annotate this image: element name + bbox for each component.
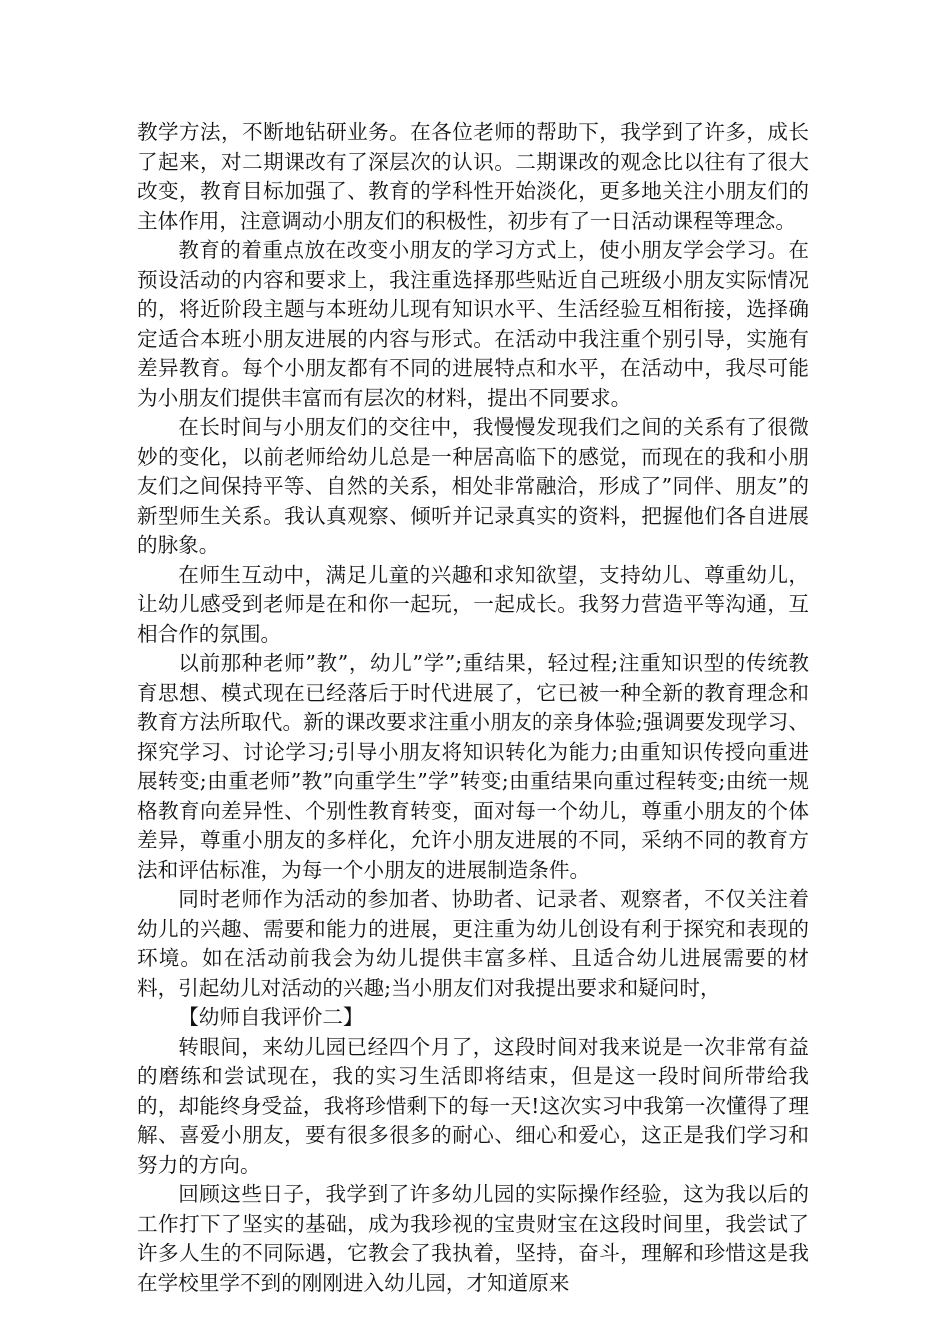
paragraph: 教育的着重点放在改变小朋友的学习方式上，使小朋友学会学习。在预设活动的内容和要求上，我注重选择那些贴近自己班级小朋友实际情况的，将近阶段主题与本班幼儿现有知识水平、生活经验互相衔接，选择确定适合本班小朋友进展的内容与形式。在活动中我注重个别引导，实施有差异教育。每个小朋友都有不同的进展特点和水平，在活动中，我尽可能为小朋友们提供丰富而有层次的材料，提出不同要求。 [137,238,809,410]
paragraph: 在师生互动中，满足儿童的兴趣和求知欲望，支持幼儿、尊重幼儿，让幼儿感受到老师是在和你一起玩，一起成长。我努力营造平等沟通，互相合作的氛围。 [137,562,809,646]
section-heading: 【幼师自我评价二】 [178,1005,364,1029]
paragraph: 同时老师作为活动的参加者、协助者、记录者、观察者，不仅关注着幼儿的兴趣、需要和能力的进展，更注重为幼儿创设有利于探究和表现的环境。如在活动前我会为幼儿提供丰富多样、且适合幼儿进展需要的材料，引起幼儿对活动的兴趣;当小朋友们对我提出要求和疑问时， [137,887,809,1000]
paragraph: 以前那种老师”教”，幼儿”学”;重结果，轻过程;注重知识型的传统教育思想、模式现在已经落后于时代进展了，它已被一种全新的教育理念和教育方法所取代。新的课改要求注重小朋友的亲身体验;强调要发现学习、探究学习、讨论学习;引导小朋友将知识转化为能力;由重知识传授向重进展转变;由重老师”教”向重学生”学”转变;由重结果向重过程转变;由统一规格教育向差异性、个别性教育转变，面对每一个幼儿，尊重小朋友的个体差异，尊重小朋友的多样化，允许小朋友进展的不同，采纳不同的教育方法和评估标准，为每一个小朋友的进展制造条件。 [137,651,809,882]
paragraph: 转眼间，来幼儿园已经四个月了，这段时间对我来说是一次非常有益的磨练和尝试现在，我的实习生活即将结束，但是这一段时间所带给我的，却能终身受益，我将珍惜剩下的每一天!这次实习中我第一次懂得了理解、喜爱小朋友，要有很多很多的耐心、细心和爱心，这正是我们学习和努力的方向。 [137,1034,809,1177]
paragraph: 回顾这些日子，我学到了许多幼儿园的实际操作经验，这为我以后的工作打下了坚实的基础，成为我珍视的宝贵财宝在这段时间里，我尝试了许多人生的不同际遇，它教会了我执着，坚持，奋斗，理解和珍惜这是我在学校里学不到的刚刚进入幼儿园，才知道原来 [137,1182,809,1295]
paragraph-continued: 教学方法，不断地钻研业务。在各位老师的帮助下，我学到了许多，成长了起来，对二期课改有了深层次的认识。二期课改的观念比以往有了很大改变，教育目标加强了、教育的学科性开始淡化，更多地关注小朋友们的主体作用，注意调动小朋友们的积极性，初步有了一日活动课程等理念。 [137,120,809,233]
document-body [137,118,809,1298]
paragraph: 在长时间与小朋友们的交往中，我慢慢发现我们之间的关系有了很微妙的变化，以前老师给幼儿总是一种居高临下的感觉，而现在的我和小朋友们之间保持平等、自然的关系，相处非常融洽，形成了”同伴、朋友”的新型师生关系。我认真观察、倾听并记录真实的资料，把握他们各自进展的脉象。 [137,415,809,557]
